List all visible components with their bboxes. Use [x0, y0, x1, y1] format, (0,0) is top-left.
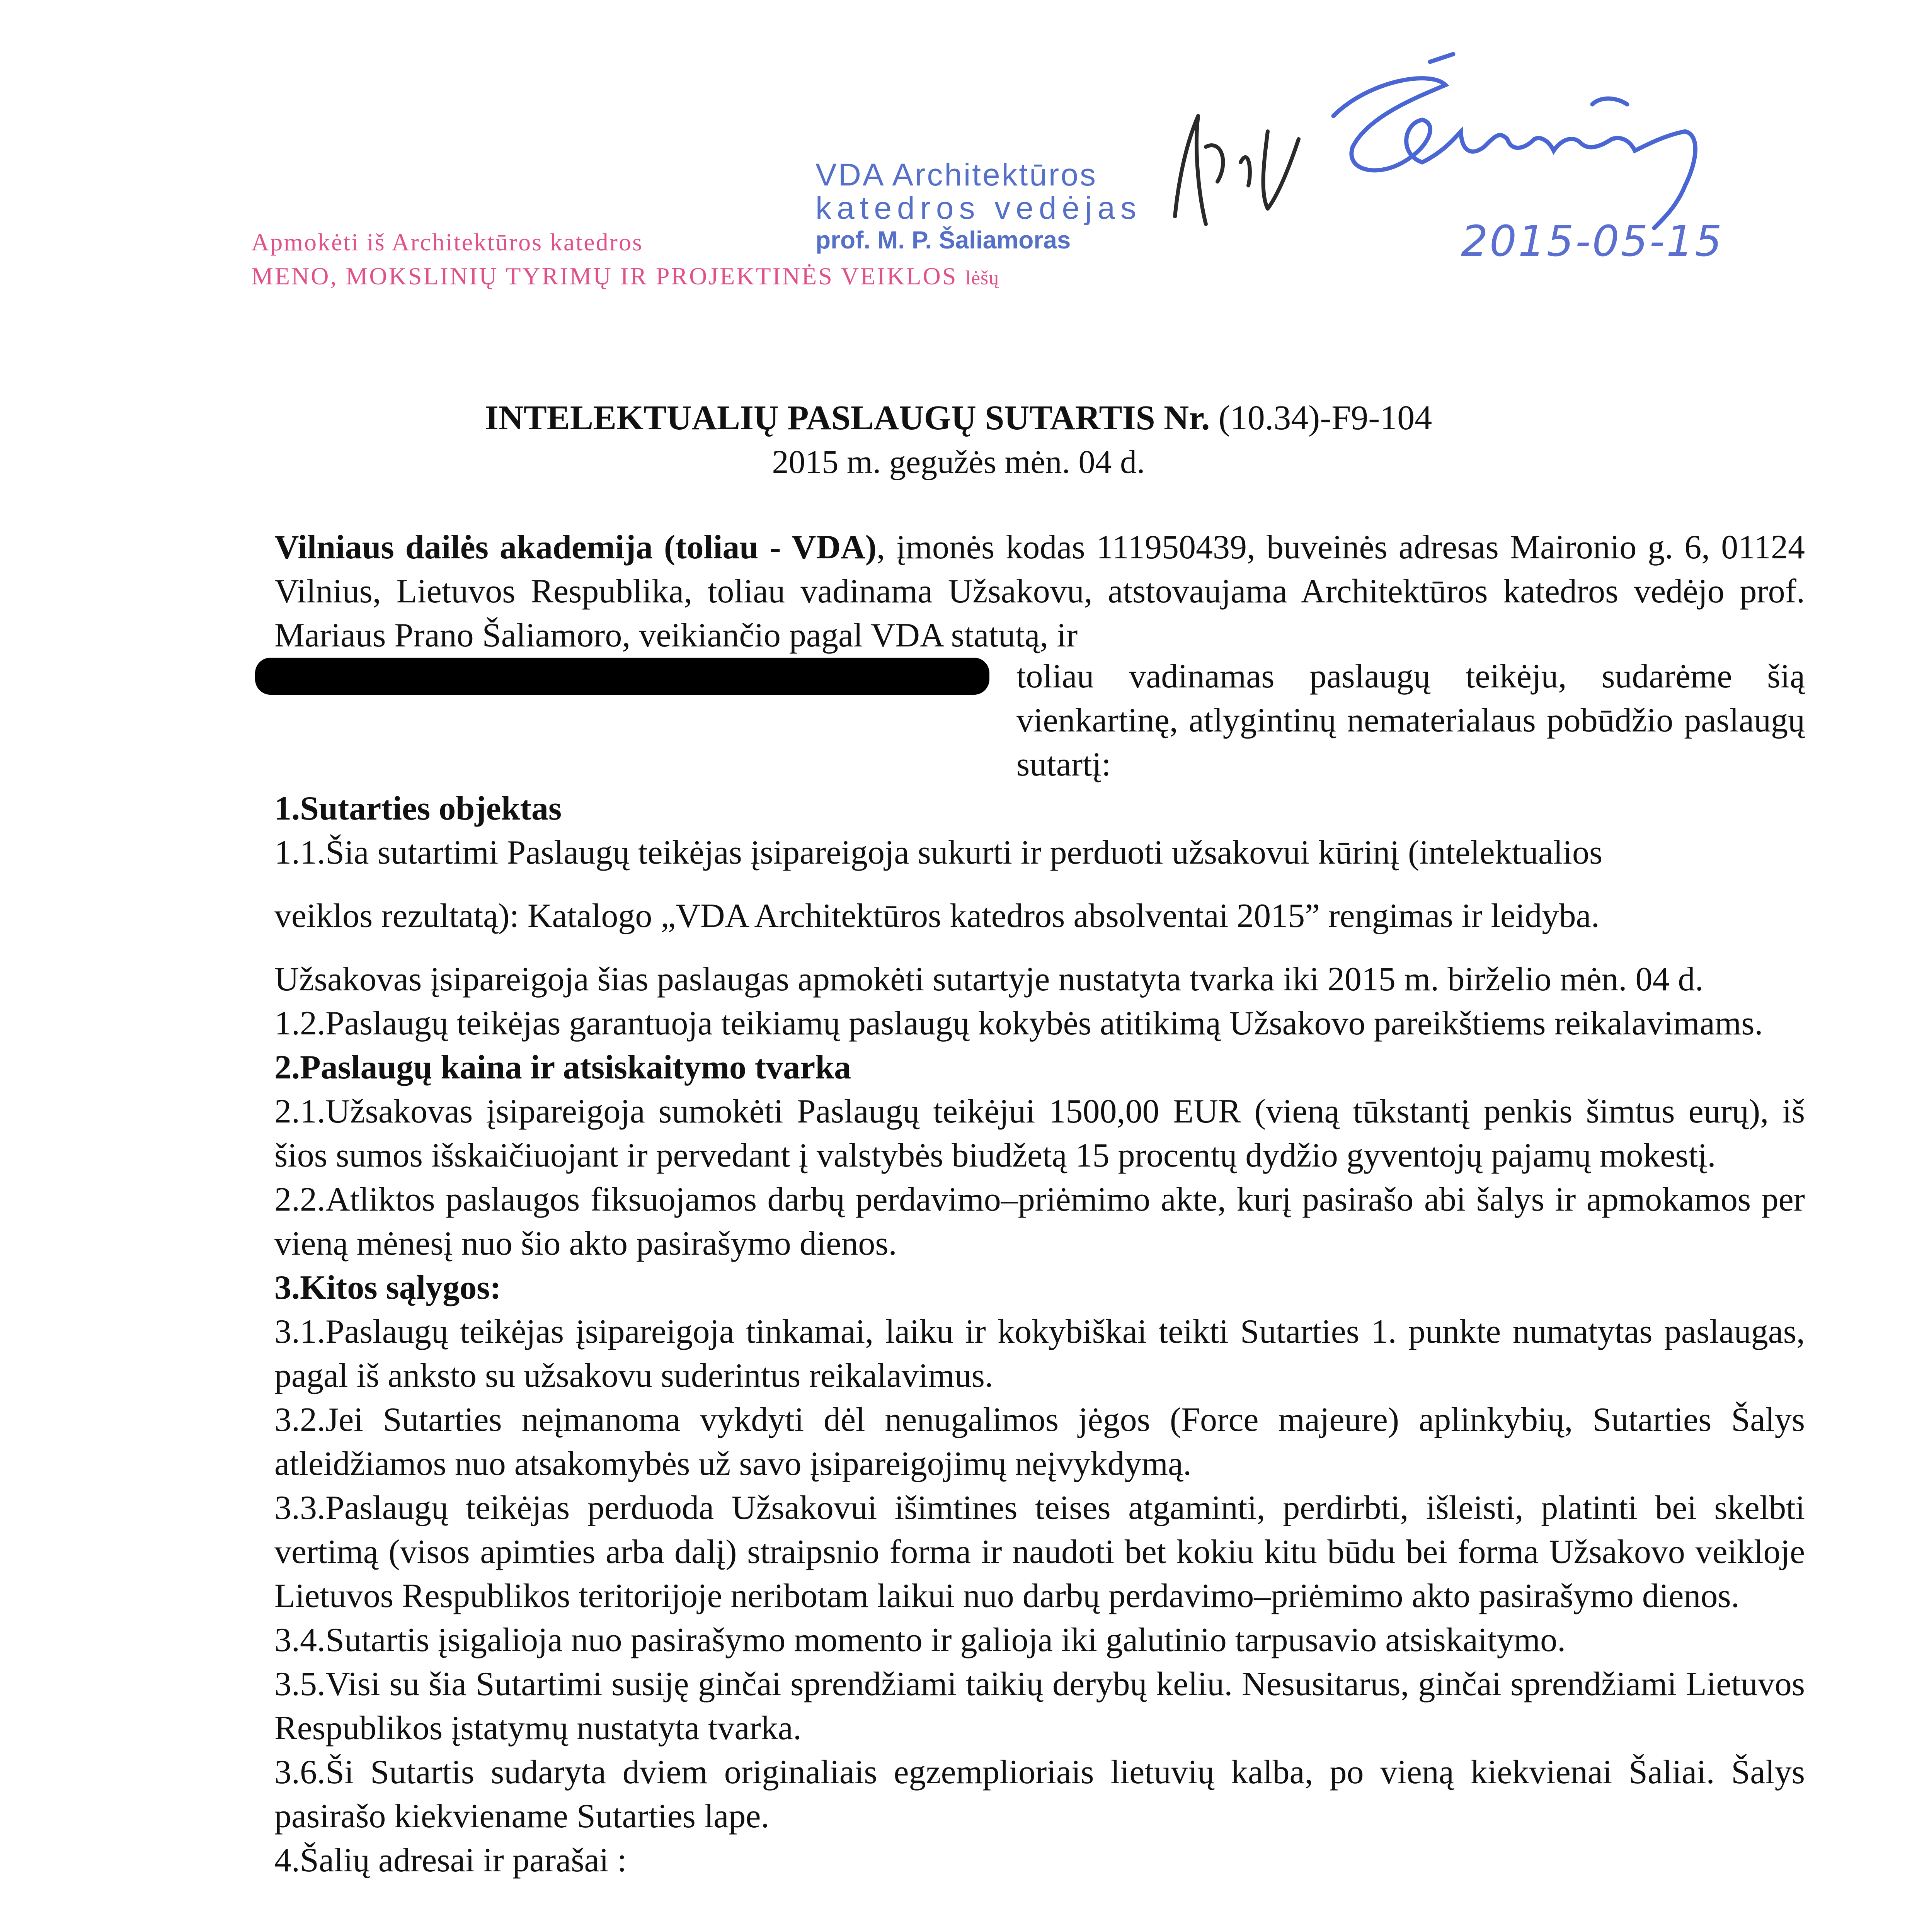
contract-body — [274, 526, 1805, 1883]
clause-3-5: 3.5.Visi su šia Sutartimi susiję ginčai sprendžiami taikių derybų keliu. Nesusitarus, ginčai sprendžiami Lietuvos Respublikos įstatymų nustatyta tvarka. — [274, 1665, 1805, 1747]
section-2-heading: 2.Paslaugų kaina ir atsiskaitymo tvarka — [274, 1049, 851, 1086]
section-1-heading: 1.Sutarties objektas — [274, 790, 562, 827]
contract-date: 2015 m. gegužės mėn. 04 d. — [772, 443, 1145, 480]
clause-3-4: 3.4.Sutartis įsigalioja nuo pasirašymo momento ir galioja iki galutinio tarpusavio atsiskaitymo. — [274, 1621, 1566, 1659]
party-name: Vilniaus dailės akademija (toliau - VDA) — [274, 529, 877, 566]
clause-1-1a: 1.1.Šia sutartimi Paslaugų teikėjas įsipareigoja sukurti ir perduoti užsakovui kūrinį (intelektualios — [274, 834, 1603, 871]
title-bold: INTELEKTUALIŲ PASLAUGŲ SUTARTIS Nr. — [485, 399, 1210, 437]
funding-line-2: MENO, MOKSLINIŲ TYRIMŲ IR PROJEKTINĖS VEIKLOS lėšų — [251, 262, 999, 290]
intro-paragraph: Vilniaus dailės akademija (toliau - VDA), įmonės kodas 111950439, buveinės adresas Maironio g. 6, 01124 Vilnius, Lietuvos Respublika, toliau vadinama Užsakovu, atstovaujama Architektūros katedros vedėjo prof. Mariaus Prano Šaliamoro, veikiančio pagal VDA statutą, ir — [274, 529, 1805, 654]
signature-date: 2015-05-15 — [1461, 216, 1724, 266]
clause-2-2: 2.2.Atliktos paslaugos fiksuojamos darbų perdavimo–priėmimo akte, kurį pasirašo abi šalys ir apmokamos per vieną mėnesį nuo šio akto pasirašymo dienos. — [274, 1181, 1805, 1262]
clause-4: 4.Šalių adresai ir parašai : — [274, 1842, 627, 1879]
header-signature-icon — [1152, 46, 1817, 240]
clause-3-2: 3.2.Jei Sutarties neįmanoma vykdyti dėl nenugalimos jėgos (Force majeure) aplinkybių, Sutarties Šalys atleidžiamos nuo atsakomybės už savo įsipareigojimų neįvykdymą. — [274, 1401, 1805, 1483]
stamp-line-1: VDA Architektūros — [815, 157, 1097, 192]
clause-2-1: 2.1.Užsakovas įsipareigoja sumokėti Paslaugų teikėjui 1500,00 EUR (vieną tūkstantį penkis šimtus eurų), iš šios sumos išskaičiuojant ir pervedant į valstybės biudžetą 15 procentų dydžio gyventojų pajamų mokestį. — [274, 1093, 1805, 1174]
section-3-heading: 3.Kitos sąlygos: — [274, 1269, 501, 1306]
department-head-stamp — [815, 158, 1142, 253]
funding-line-1: Apmokėti iš Architektūros katedros — [251, 228, 643, 256]
clause-3-1: 3.1.Paslaugų teikėjas įsipareigoja tinkamai, laiku ir kokybiškai teikti Sutarties 1. punkte numatytas paslaugas, pagal iš anksto su užsakovu suderintus reikalavimus. — [274, 1313, 1805, 1395]
stamp-line-2: katedros vedėjas — [815, 190, 1142, 226]
clause-1-1b: veiklos rezultatą): Katalogo „VDA Architektūros katedros absolventai 2015” rengimas ir leidyba. — [274, 897, 1600, 935]
contract-title — [0, 398, 1917, 438]
intro-continuation: toliau vadinamas paslaugų teikėju, sudarėme šią vienkartinę, atlygintinų nematerialaus pobūdžio paslaugų sutartį: — [1016, 658, 1805, 783]
clause-1-1c: Užsakovas įsipareigoja šias paslaugas apmokėti sutartyje nustatyta tvarka iki 2015 m. birželio mėn. 04 d. — [274, 961, 1704, 998]
stamp-line-3: prof. M. P. Šaliamoras — [815, 226, 1071, 254]
clause-1-2: 1.2.Paslaugų teikėjas garantuoja teikiamų paslaugų kokybės atitikimą Užsakovo pareikštiems reikalavimams. — [274, 1005, 1763, 1042]
clause-3-3: 3.3.Paslaugų teikėjas perduoda Užsakovui išimtines teises atgaminti, perdirbti, išleisti, platinti bei skelbti vertimą (visos apimties arba dalį) straipsnio forma ir naudoti bet kokiu kitu būdu bei forma Užsakovo veikloje Lietuvos Respublikos teritorijoje neribotam laikui nuo darbų perdavimo–priėmimo akto pasirašymo dienos. — [274, 1489, 1805, 1615]
clause-3-6: 3.6.Ši Sutartis sudaryta dviem originaliais egzemplioriais lietuvių kalba, po vieną kiekvienai Šaliai. Šalys pasirašo kiekviename Sutarties lape. — [274, 1753, 1805, 1835]
funding-suffix: lėšų — [965, 267, 999, 289]
contract-number: (10.34)-F9-104 — [1218, 399, 1432, 437]
